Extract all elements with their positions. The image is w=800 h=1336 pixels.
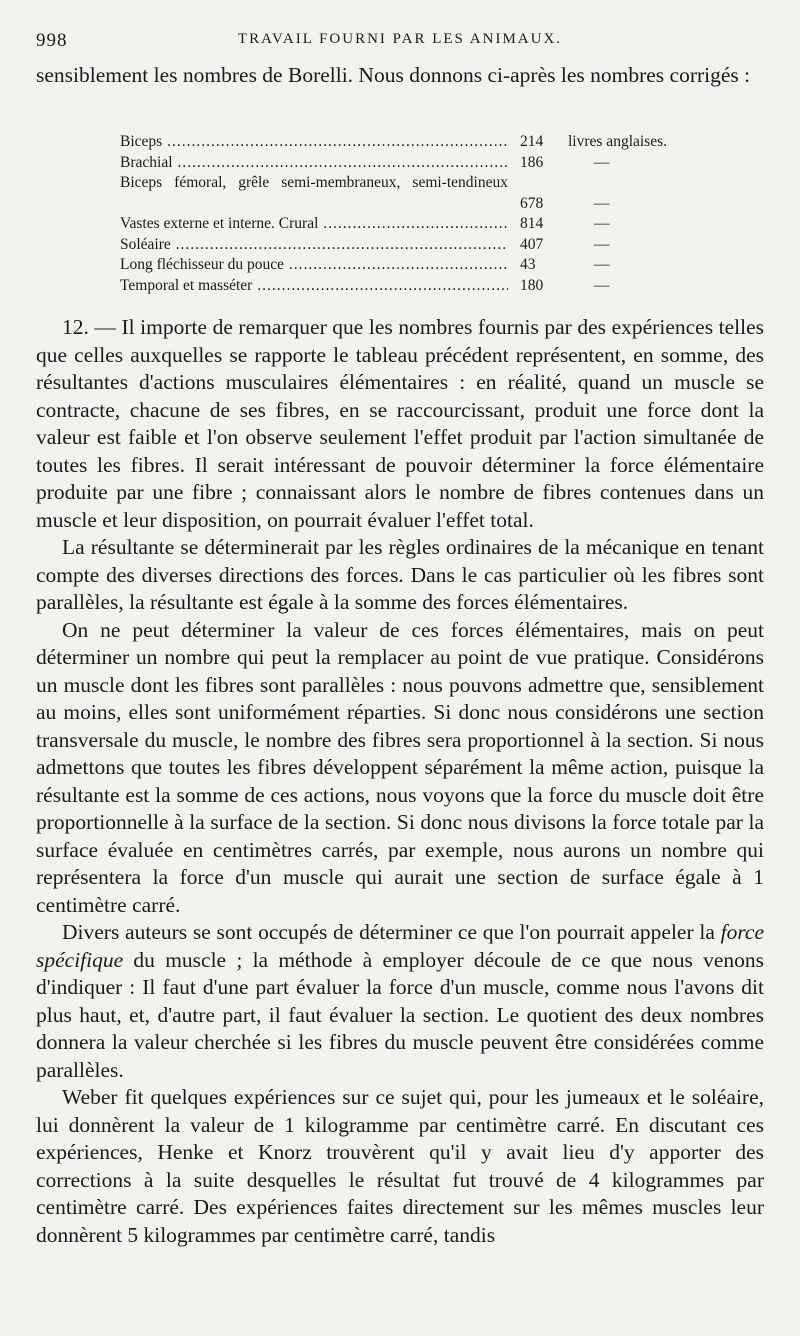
paragraph-resultante: La résultante se déterminerait par les règles ordinaires de la mécanique en tenant compte des diverses directions des forces. Dans le cas particulier où les fibres sont parallèles, la résultante est égale à la somme des forces élémentaires.	[36, 535, 764, 614]
muscle-name: Temporal et masséter .....	[120, 276, 508, 297]
running-head	[36, 30, 764, 56]
table-row	[120, 255, 690, 276]
muscle-name: Biceps .....	[120, 132, 508, 153]
ditto-dash: —	[594, 276, 610, 294]
muscle-value: 407	[520, 235, 544, 253]
table-row	[120, 276, 690, 297]
page-number: 998	[36, 30, 68, 51]
intro-paragraph	[36, 62, 764, 90]
unit-label: livres anglaises.	[568, 133, 668, 150]
table-row	[120, 153, 690, 174]
muscle-name: Biceps fémoral, grêle semi-membraneux, semi-tendineux	[120, 174, 508, 191]
muscle-name: Long fléchisseur du pouce .....	[120, 255, 508, 276]
ditto-dash: —	[594, 256, 610, 273]
ditto-dash: —	[594, 194, 610, 212]
table-row	[120, 214, 690, 235]
paragraph-12: 12. — Il importe de remarquer que les nombres fournis par des expériences telles que celles auxquelles se rapporte le tableau précédent représentent, en somme, des résultantes d'actions musculaires élémentaires : en réalité, quand un muscle se contracte, chacune de ses fibres, en se raccourcissant, produit une force dont la valeur est faible et l'on observe seulement l'effet produit par l'action simultanée de toutes les fibres. Il serait intéressant de pouvoir déterminer la force élémentaire produite par une fibre ; connaissant alors le nombre de fibres contenues dans un muscle et leur disposition, on pourrait évaluer l'effet total.	[36, 315, 764, 532]
text-fragment: du muscle ; la méthode à employer découle de ce que nous venons d'indiquer : Il faut d'une part évaluer la force d'un muscle, comme nous l'avons dit plus haut, et, d'autre part, il faut évaluer la section. Le quotient des deux nombres donnera la valeur cherchée si les fibres du muscle peuvent être considérées comme parallèles.	[36, 947, 764, 1082]
muscle-force-table	[120, 132, 690, 296]
table-row	[120, 132, 690, 153]
muscle-value: 180	[520, 276, 544, 294]
table-row	[120, 235, 690, 256]
muscle-value: 678	[520, 194, 544, 212]
muscle-name: Soléaire .....	[120, 235, 508, 256]
italic-term: force spécifique	[36, 920, 764, 972]
running-title: TRAVAIL FOURNI PAR LES ANIMAUX.	[237, 31, 563, 47]
paragraph-forces-elementaires: On ne peut déterminer la valeur de ces forces élémentaires, mais on peut déterminer un nombre qui peut la remplacer au point de vue pratique. Considérons un muscle dont les fibres sont parallèles : nous pouvons admettre que, sensiblement au moins, elles sont uniformément réparties. Si donc nous considérons une section transversale du muscle, le nombre des fibres sera proportionnel à la section. Si nous admettons que toutes les fibres développent séparément la même action, puisque la résultante est la somme de ces actions, nous voyons que la force du muscle doit être proportionnelle à la surface de la section. Si donc nous divisons la force totale par la surface évaluée en centimètres carrés, par exemple, nous aurons un nombre qui représentera la force d'un muscle qui aurait une section de surface égale à 1 centimètre carré.	[36, 617, 764, 917]
ditto-dash: —	[594, 153, 610, 171]
muscle-value: 43	[520, 256, 536, 273]
paragraph-force-specifique	[36, 919, 764, 1084]
intro-text: sensiblement les nombres de Borelli. Nous donnons ci-après les nombres corrigés :	[36, 63, 751, 87]
main-text	[36, 314, 764, 1249]
muscle-value: 814	[520, 215, 544, 232]
table-row	[120, 173, 690, 214]
paragraph-weber: Weber fit quelques expériences sur ce sujet qui, pour les jumeaux et le soléaire, lui donnèrent la valeur de 1 kilogramme par centimètre carré. En discutant ces expériences, Henke et Knorz trouvèrent qu'il y avait lieu d'y apporter des corrections à la suite desquelles le résultat fut trouvé de 4 kilogrammes par centimètre carré. Des expériences faites directement sur les mêmes muscles leur donnèrent 5 kilogrammes par centimètre carré, tandis	[36, 1085, 764, 1247]
text-fragment: Divers auteurs se sont occupés de déterminer ce que l'on pourrait appeler la	[62, 920, 721, 944]
muscle-value: 214	[520, 133, 544, 150]
ditto-dash: —	[594, 215, 610, 232]
ditto-dash: —	[594, 235, 610, 253]
muscle-value: 186	[520, 153, 544, 171]
muscle-name: Brachial .....	[120, 153, 508, 174]
muscle-name: Vastes externe et interne. Crural .....	[120, 214, 508, 235]
